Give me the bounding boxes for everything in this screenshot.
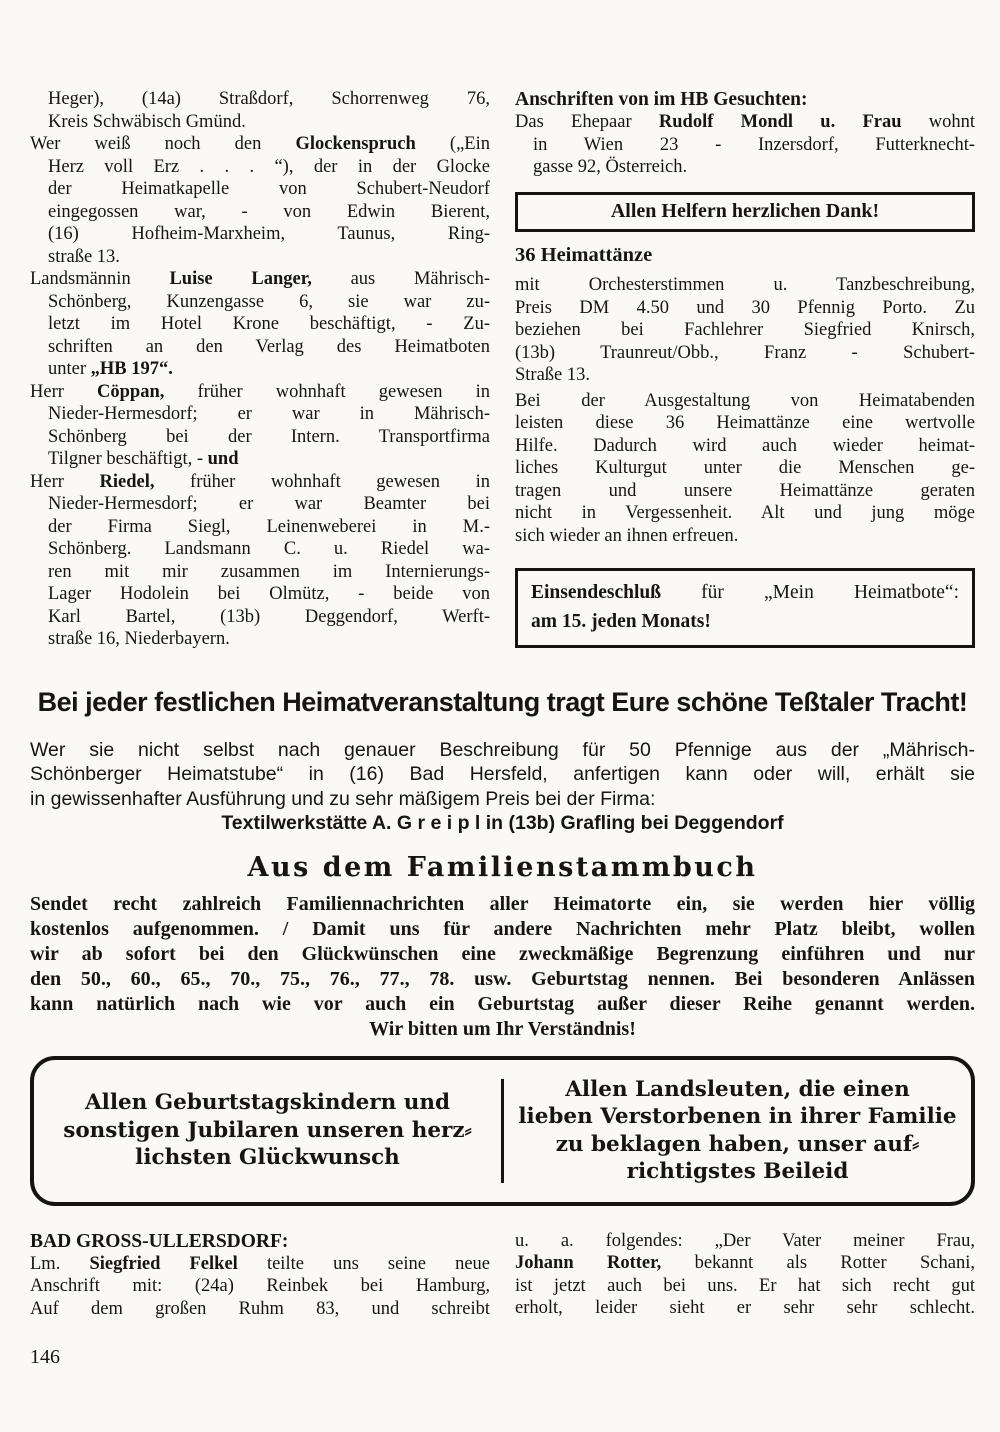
left-column (30, 88, 490, 651)
right-column (515, 88, 975, 651)
text-line: ren mit mir zusammen im Internierungs- (48, 561, 490, 582)
text-line: der Firma Siegl, Leinenweberei in M.- (48, 516, 490, 537)
text-line: Nieder-Hermesdorf; er war Beamter bei (48, 494, 490, 514)
paragraph-riedel (30, 471, 490, 651)
text-line: Anschrift mit: (24a) Reinbek bei Hamburg, (30, 1276, 490, 1296)
bottom-right-column (515, 1230, 975, 1321)
text-line: Lager Hodolein bei Olmütz, - beide von (48, 584, 490, 604)
text-line: sich wieder an ihnen erfreuen. (515, 525, 739, 546)
text-line: wir ab sofort bei den Glückwünschen eine zweckmäßige Begrenzung einführen und nur (30, 942, 975, 965)
text-line: der Heimatkapelle von Schubert-Neudorf (48, 179, 490, 199)
text-line: Textilwerkstätte A. G r e i p l in (13b) Grafling bei Deggendorf (221, 812, 784, 834)
text-line: Wer sie nicht selbst nach genauer Beschreibung für 50 Pfennige aus der „Mährisch- (30, 738, 975, 761)
text-line: Tilgner beschäftigt, - und (48, 449, 239, 469)
top-columns (30, 88, 975, 651)
birthday-greeting (34, 1089, 501, 1172)
text-line: Schönberg. Landsmann C. u. Riedel wa- (48, 539, 490, 559)
text-line: Johann Rotter, bekannt als Rotter Schani, (515, 1253, 975, 1273)
paragraph-ausgestaltung (515, 390, 975, 548)
heading-anschriften: Anschriften von im HB Gesuchten: (515, 89, 808, 110)
text-line: ist jetzt auch bei uns. Er hat sich recht gut (515, 1275, 975, 1296)
text-line: Wer weiß noch den Glockenspruch („Ein (30, 134, 490, 154)
text-line: kann natürlich nach wie vor auch ein Geburtstag außer dieser Reihe genannt werden. (30, 992, 975, 1015)
text-line: Allen Landsleuten, die einen (565, 1076, 910, 1102)
text-line: lichsten Glückwunsch (135, 1145, 400, 1171)
text-line: Auf dem großen Ruhm 83, und schreibt (30, 1298, 490, 1319)
text-line: Karl Bartel, (13b) Deggendorf, Werft- (48, 606, 490, 627)
text-line: lieben Verstorbenen in ihrer Familie (518, 1104, 957, 1129)
tracht-headline: Bei jeder festlichen Heimatveranstaltung tragt Eure schöne Teßtaler Tracht! (37, 686, 968, 717)
paragraph-luise-langer (30, 268, 490, 381)
text-line: tragen und unsere Heimattänze geraten (515, 480, 975, 501)
text-line: Herr Riedel, früher wohnhaft gewesen in (30, 471, 490, 492)
deadline-box (515, 568, 975, 648)
text-line: schriften an den Verlag des Heimatboten (48, 336, 490, 357)
text-line: Einsendeschluß für „Mein Heimatbote“: (531, 582, 959, 603)
text-line: erholt, leider sieht er sehr sehr schlecht. (515, 1298, 975, 1318)
greetings-box (30, 1056, 975, 1206)
text-line: Lm. Siegfried Felkel teilte uns seine neue (30, 1253, 490, 1274)
paragraph-heger (30, 88, 490, 133)
text-line: Sendet recht zahlreich Familiennachrichten aller Heimatorte ein, sie werden hier völlig (30, 892, 975, 915)
text-line: Schönberg, Kunzengasse 6, sie war zu- (48, 291, 490, 312)
text-line: kostenlos aufgenommen. / Damit uns für andere Nachrichten mehr Platz bleibt, wollen (30, 917, 975, 940)
paragraph-glockenspruch (30, 133, 490, 268)
text-line: Landsmännin Luise Langer, aus Mährisch- (30, 269, 490, 289)
text-line: Preis DM 4.50 und 30 Pfennig Porto. Zu (515, 297, 975, 318)
text-line: letzt im Hotel Krone beschäftigt, - Zu- (48, 314, 490, 334)
text-line: Heger), (14a) Straßdorf, Schorrenweg 76, (48, 89, 490, 109)
text-line: (13b) Traunreut/Obb., Franz - Schubert- (515, 342, 975, 363)
paragraph-coeppan (30, 381, 490, 471)
paragraph-felkel (30, 1253, 490, 1321)
thanks-box (515, 192, 975, 233)
thanks-box-text: Allen Helfern herzlichen Dank! (610, 199, 880, 222)
text-line: richtigstes Beileid (626, 1159, 849, 1184)
text-line: beziehen bei Fachlehrer Siegfried Knirsch, (515, 320, 975, 340)
text-line: Herr Cöppan, früher wohnhaft gewesen in (30, 381, 490, 402)
text-line: straße 13. (48, 246, 120, 267)
text-line: den 50., 60., 65., 70., 75., 76., 77., 78. usw. Geburtstag nennen. Bei besonderen Anlässen (30, 967, 975, 990)
text-line: unter „HB 197“. (48, 359, 173, 379)
text-line: gasse 92, Österreich. (533, 157, 688, 177)
text-line: Schönberger Heimatstube“ in (16) Bad Hersfeld, anfertigen kann oder will, erhält sie (30, 763, 975, 785)
text-line: Das Ehepaar Rudolf Mondl u. Frau wohnt (515, 112, 975, 132)
text-line: am 15. jeden Monats! (531, 611, 711, 632)
text-line: nicht in Vergessenheit. Alt und jung möge (515, 503, 975, 523)
familienstammbuch-paragraph (30, 892, 975, 1042)
tracht-paragraph (30, 738, 975, 836)
text-line: mit Orchesterstimmen u. Tanzbeschreibung, (515, 275, 975, 295)
condolence-greeting (504, 1076, 971, 1186)
familienstammbuch-heading: Aus dem Familienstammbuch (247, 851, 758, 883)
text-line: Kreis Schwäbisch Gmünd. (48, 111, 246, 132)
heading-heimattaenze: 36 Heimattänze (515, 244, 653, 266)
paragraph-mondl (515, 111, 975, 179)
bottom-columns (30, 1230, 975, 1321)
text-line: Schönberg bei der Intern. Transportfirma (48, 426, 490, 447)
text-line: straße 16, Niederbayern. (48, 629, 230, 649)
text-line: Hilfe. Dadurch wird auch wieder heimat- (515, 435, 975, 456)
text-line: in Wien 23 - Inzersdorf, Futterknecht- (533, 134, 975, 155)
paragraph-orchester (515, 274, 975, 387)
text-line: u. a. folgendes: „Der Vater meiner Frau, (515, 1230, 975, 1251)
text-line: eingegossen war, - von Edwin Bierent, (48, 201, 490, 222)
text-line: in gewissenhafter Ausführung und zu sehr mäßigem Preis bei der Firma: (30, 787, 656, 810)
page-number: 146 (30, 1346, 60, 1368)
text-line: Herz voll Erz . . . “), der in der Glocke (48, 156, 490, 177)
text-line: sonstigen Jubilaren unseren herz⸗ (63, 1117, 472, 1143)
text-line: liches Kulturgut unter die Menschen ge- (515, 458, 975, 478)
text-line: Nieder-Hermesdorf; er war in Mährisch- (48, 404, 490, 424)
text-line: (16) Hofheim-Marxheim, Taunus, Ring- (48, 224, 490, 244)
text-line: leisten diese 36 Heimattänze eine wertvolle (515, 413, 975, 433)
text-line: Straße 13. (515, 365, 591, 385)
paragraph-rotter (515, 1230, 975, 1320)
text-line: zu beklagen haben, unser auf⸗ (555, 1131, 920, 1157)
text-line: Wir bitten um Ihr Verständnis! (369, 1017, 636, 1040)
bottom-left-column (30, 1230, 490, 1321)
text-line: Bei der Ausgestaltung von Heimatabenden (515, 390, 975, 411)
text-line: Allen Geburtstagskindern und (84, 1090, 451, 1116)
heading-bad-gross-ullersdorf: BAD GROSS-ULLERSDORF: (30, 1230, 289, 1252)
